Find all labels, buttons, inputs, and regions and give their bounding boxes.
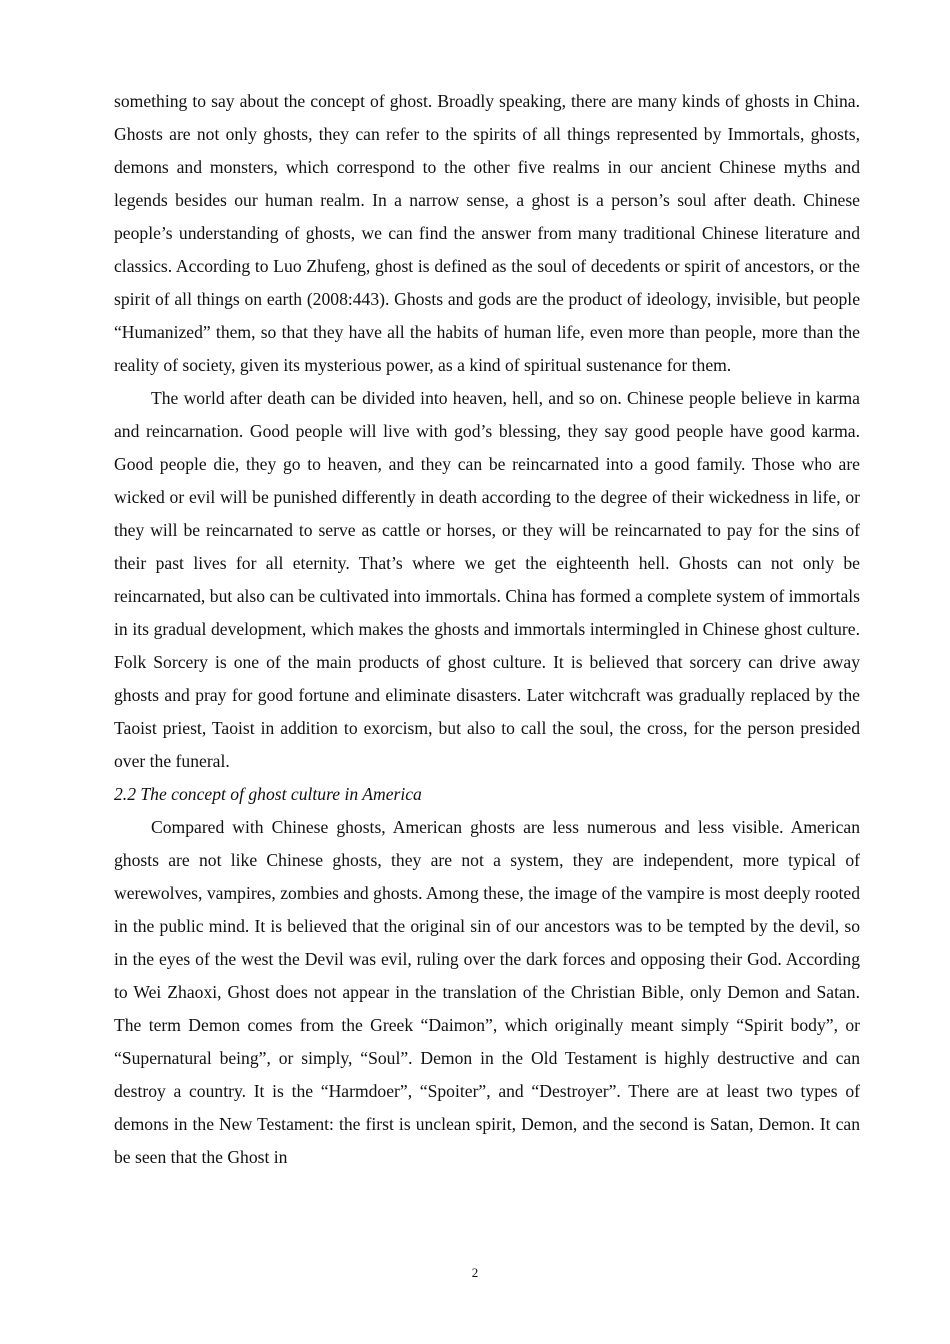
paragraph-american-ghosts: Compared with Chinese ghosts, American ghosts are less numerous and less visible. American ghosts are not like Chinese ghosts, they are not a system, they are independent, more typical of werewolves, vampires, zombies and ghosts. Among these, the image of the vampire is most deeply rooted in the public mind. It is believed that the original sin of our ancestors was to be tempted by the devil, so in the eyes of the west the Devil was evil, ruling over the dark forces and opposing their God. According to Wei Zhaoxi, Ghost does not appear in the translation of the Christian Bible, only Demon and Satan. The term Demon comes from the Greek “Daimon”, which originally meant simply “Spirit body”, or “Supernatural being”, or simply, “Soul”. Demon in the Old Testament is highly destructive and can destroy a country. It is the “Harmdoer”, “Spoiter”, and “Destroyer”. There are at least two types of demons in the New Testament: the first is unclean spirit, Demon, and the second is Satan, Demon. It can be seen that the Ghost in xyxy=(114,817,860,1167)
page-number: 2 xyxy=(471,1265,479,1280)
body-text xyxy=(114,85,860,1174)
paragraph-afterlife: The world after death can be divided into heaven, hell, and so on. Chinese people believe in karma and reincarnation. Good people will live with god’s blessing, they say good people have good karma. Good people die, they go to heaven, and they can be reincarnated into a good family. Those who are wicked or evil will be punished differently in death according to the degree of their wickedness in life, or they will be reincarnated to serve as cattle or horses, or they will be reincarnated to pay for the sins of their past lives for all eternity. That’s where we get the eighteenth hell. Ghosts can not only be reincarnated, but also can be cultivated into immortals. China has formed a complete system of immortals in its gradual development, which makes the ghosts and immortals intermingled in Chinese ghost culture. Folk Sorcery is one of the main products of ghost culture. It is believed that sorcery can drive away ghosts and pray for good fortune and eliminate disasters. Later witchcraft was gradually replaced by the Taoist priest, Taoist in addition to exorcism, but also to call the soul, the cross, for the person presided over the funeral. xyxy=(114,388,860,771)
section-heading: 2.2 The concept of ghost culture in America xyxy=(114,784,422,804)
paragraph-continued: something to say about the concept of ghost. Broadly speaking, there are many kinds of ghosts in China. Ghosts are not only ghosts, they can refer to the spirits of all things represented by Immortals, ghosts, demons and monsters, which correspond to the other five realms in our ancient Chinese myths and legends besides our human realm. In a narrow sense, a ghost is a person’s soul after death. Chinese people’s understanding of ghosts, we can find the answer from many traditional Chinese literature and classics. According to Luo Zhufeng, ghost is defined as the soul of decedents or spirit of ancestors, or the spirit of all things on earth (2008:443). Ghosts and gods are the product of ideology, invisible, but people “Humanized” them, so that they have all the habits of human life, even more than people, more than the reality of society, given its mysterious power, as a kind of spiritual sustenance for them. xyxy=(114,91,860,375)
